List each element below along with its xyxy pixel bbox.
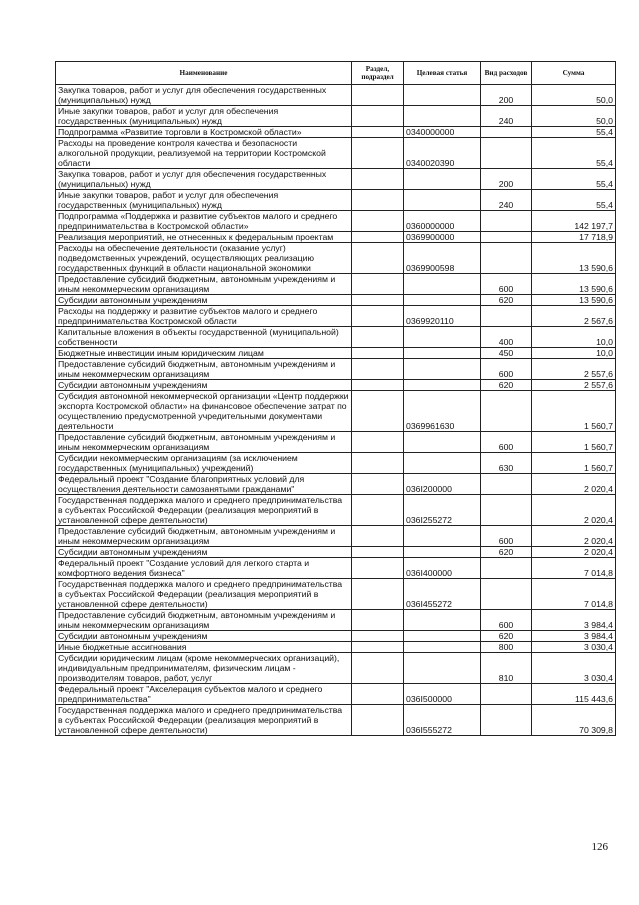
row-sum-cell: 1 560,7 [532,391,616,432]
header-section: Раздел, подраздел [352,62,404,85]
row-name-cell: Субсидии автономным учреждениям [56,631,352,642]
row-sum-cell: 10,0 [532,348,616,359]
row-section-cell [352,138,404,169]
row-name-cell: Государственная поддержка малого и среднего предпринимательства в субъектах Российской Федерации (реализация мероприятий в установленной сфере деятельности) [56,705,352,736]
row-name-cell: Закупка товаров, работ и услуг для обеспечения государственных (муниципальных) нужд [56,85,352,106]
row-name-cell: Иные закупки товаров, работ и услуг для обеспечения государственных (муниципальных) нужд [56,106,352,127]
row-type-cell: 620 [481,295,532,306]
row-type-cell: 620 [481,380,532,391]
row-target-cell [404,526,481,547]
table-row [56,558,616,579]
row-sum-cell: 10,0 [532,327,616,348]
row-name-cell: Иные бюджетные ассигнования [56,642,352,653]
row-target-cell [404,169,481,190]
row-section-cell [352,274,404,295]
row-name-cell: Государственная поддержка малого и среднего предпринимательства в субъектах Российской Федерации (реализация мероприятий в установленной сфере деятельности) [56,579,352,610]
row-section-cell [352,684,404,705]
row-sum-cell: 55,4 [532,190,616,211]
row-section-cell [352,642,404,653]
row-type-cell: 600 [481,359,532,380]
row-section-cell [352,526,404,547]
row-sum-cell: 7 014,8 [532,558,616,579]
row-target-cell [404,432,481,453]
row-section-cell [352,495,404,526]
table-row [56,295,616,306]
row-name-cell: Закупка товаров, работ и услуг для обеспечения государственных (муниципальных) нужд [56,169,352,190]
row-type-cell: 200 [481,85,532,106]
row-section-cell [352,380,404,391]
row-name-cell: Предоставление субсидий бюджетным, автономным учреждениям и иным некоммерческим организациям [56,610,352,631]
row-type-cell [481,579,532,610]
row-target-cell [404,190,481,211]
table-row [56,232,616,243]
row-section-cell [352,106,404,127]
row-target-cell: 0360000000 [404,211,481,232]
row-sum-cell: 13 590,6 [532,243,616,274]
row-target-cell [404,380,481,391]
header-name: Наименование [56,62,352,85]
row-section-cell [352,127,404,138]
row-name-cell: Федеральный проект "Создание благоприятных условий для осуществления деятельности самозанятыми гражданами" [56,474,352,495]
row-type-cell [481,391,532,432]
row-type-cell [481,243,532,274]
row-name-cell: Федеральный проект "Создание условий для легкого старта и комфортного ведения бизнеса" [56,558,352,579]
row-target-cell [404,642,481,653]
row-target-cell [404,453,481,474]
row-name-cell: Капитальные вложения в объекты государственной (муниципальной) собственности [56,327,352,348]
row-type-cell [481,495,532,526]
row-target-cell [404,610,481,631]
row-section-cell [352,295,404,306]
table-row [56,359,616,380]
row-section-cell [352,705,404,736]
row-section-cell [352,547,404,558]
table-row [56,243,616,274]
row-target-cell: 0340020390 [404,138,481,169]
row-name-cell: Расходы на обеспечение деятельности (оказание услуг) подведомственных учреждений, осуществляющих реализацию государственных функций в области национальной экономики [56,243,352,274]
row-name-cell: Субсидии автономным учреждениям [56,380,352,391]
budget-table [55,61,616,736]
row-type-cell: 200 [481,169,532,190]
row-sum-cell: 115 443,6 [532,684,616,705]
row-section-cell [352,327,404,348]
row-target-cell: 036I200000 [404,474,481,495]
header-target: Целевая статья [404,62,481,85]
row-type-cell: 240 [481,106,532,127]
row-section-cell [352,348,404,359]
row-sum-cell: 7 014,8 [532,579,616,610]
row-name-cell: Расходы на поддержку и развитие субъектов малого и среднего предпринимательства Костромской области [56,306,352,327]
row-sum-cell: 2 557,6 [532,359,616,380]
row-type-cell: 600 [481,274,532,295]
row-type-cell [481,232,532,243]
row-section-cell [352,391,404,432]
row-sum-cell: 50,0 [532,106,616,127]
table-row [56,106,616,127]
row-target-cell [404,359,481,380]
budget-table-container [55,61,615,736]
table-row [56,526,616,547]
table-body [56,85,616,736]
row-target-cell: 0369900598 [404,243,481,274]
row-name-cell: Субсидия автономной некоммерческой организации «Центр поддержки экспорта Костромской области» на финансовое обеспечение затрат по осуществлению предусмотренной учредительными документами деятельности [56,391,352,432]
row-type-cell: 400 [481,327,532,348]
row-type-cell: 620 [481,631,532,642]
table-row [56,705,616,736]
row-type-cell: 620 [481,547,532,558]
row-sum-cell: 142 197,7 [532,211,616,232]
table-row [56,327,616,348]
row-name-cell: Субсидии некоммерческим организациям (за исключением государственных (муниципальных) учреждений) [56,453,352,474]
table-row [56,211,616,232]
table-header-row [56,62,616,85]
row-type-cell [481,211,532,232]
row-target-cell: 036I500000 [404,684,481,705]
table-row [56,138,616,169]
row-target-cell: 036I455272 [404,579,481,610]
row-sum-cell: 13 590,6 [532,295,616,306]
row-target-cell: 0369900000 [404,232,481,243]
row-target-cell [404,85,481,106]
row-sum-cell: 3 984,4 [532,631,616,642]
table-row [56,474,616,495]
table-row [56,127,616,138]
row-name-cell: Государственная поддержка малого и среднего предпринимательства в субъектах Российской Федерации (реализация мероприятий в установленной сфере деятельности) [56,495,352,526]
row-target-cell: 0369920110 [404,306,481,327]
row-type-cell: 600 [481,432,532,453]
row-name-cell: Иные закупки товаров, работ и услуг для обеспечения государственных (муниципальных) нужд [56,190,352,211]
row-section-cell [352,432,404,453]
row-type-cell: 810 [481,653,532,684]
row-type-cell [481,705,532,736]
row-name-cell: Предоставление субсидий бюджетным, автономным учреждениям и иным некоммерческим организациям [56,432,352,453]
row-section-cell [352,474,404,495]
table-row [56,85,616,106]
row-name-cell: Подпрограмма «Поддержка и развитие субъектов малого и среднего предпринимательства в Костромской области» [56,211,352,232]
row-sum-cell: 2 020,4 [532,495,616,526]
row-sum-cell: 3 030,4 [532,642,616,653]
row-name-cell: Предоставление субсидий бюджетным, автономным учреждениям и иным некоммерческим организациям [56,274,352,295]
row-section-cell [352,653,404,684]
row-type-cell: 600 [481,610,532,631]
table-row [56,190,616,211]
row-name-cell: Подпрограмма «Развитие торговли в Костромской области» [56,127,352,138]
row-type-cell [481,306,532,327]
row-target-cell: 036I400000 [404,558,481,579]
row-type-cell: 600 [481,526,532,547]
row-section-cell [352,306,404,327]
header-sum: Сумма [532,62,616,85]
row-target-cell [404,274,481,295]
row-sum-cell: 2 020,4 [532,474,616,495]
row-sum-cell: 55,4 [532,138,616,169]
row-sum-cell: 13 590,6 [532,274,616,295]
row-type-cell [481,684,532,705]
table-row [56,432,616,453]
table-row [56,274,616,295]
row-sum-cell: 70 309,8 [532,705,616,736]
table-row [56,631,616,642]
row-target-cell [404,327,481,348]
row-name-cell: Реализация мероприятий, не отнесенных к федеральным проектам [56,232,352,243]
row-target-cell: 036I555272 [404,705,481,736]
row-type-cell [481,474,532,495]
table-row [56,684,616,705]
table-row [56,348,616,359]
row-name-cell: Предоставление субсидий бюджетным, автономным учреждениям и иным некоммерческим организациям [56,526,352,547]
row-name-cell: Федеральный проект "Акселерация субъектов малого и среднего предпринимательства" [56,684,352,705]
table-row [56,391,616,432]
row-type-cell: 800 [481,642,532,653]
header-type: Вид расходов [481,62,532,85]
row-name-cell: Субсидии юридическим лицам (кроме некоммерческих организаций), индивидуальным предпринимателям, физическим лицам - производителям товаров, работ, услуг [56,653,352,684]
table-row [56,610,616,631]
row-sum-cell: 2 020,4 [532,547,616,558]
row-type-cell: 450 [481,348,532,359]
row-section-cell [352,359,404,380]
row-name-cell: Предоставление субсидий бюджетным, автономным учреждениям и иным некоммерческим организациям [56,359,352,380]
row-target-cell [404,631,481,642]
table-row [56,169,616,190]
table-row [56,495,616,526]
row-section-cell [352,631,404,642]
row-sum-cell: 2 020,4 [532,526,616,547]
row-section-cell [352,243,404,274]
row-target-cell: 0340000000 [404,127,481,138]
row-section-cell [352,579,404,610]
row-name-cell: Субсидии автономным учреждениям [56,547,352,558]
row-target-cell: 036I255272 [404,495,481,526]
row-target-cell [404,348,481,359]
row-type-cell: 240 [481,190,532,211]
row-sum-cell: 1 560,7 [532,453,616,474]
row-sum-cell: 55,4 [532,169,616,190]
row-sum-cell: 1 560,7 [532,432,616,453]
table-row [56,579,616,610]
row-name-cell: Расходы на проведение контроля качества и безопасности алкогольной продукции, реализуемой на территории Костромской области [56,138,352,169]
page-number: 126 [591,841,608,853]
row-section-cell [352,558,404,579]
row-section-cell [352,169,404,190]
row-sum-cell: 50,0 [532,85,616,106]
row-sum-cell: 2 557,6 [532,380,616,391]
row-type-cell [481,138,532,169]
table-row [56,642,616,653]
row-section-cell [352,211,404,232]
table-row [56,453,616,474]
row-target-cell [404,295,481,306]
row-target-cell [404,547,481,558]
table-row [56,547,616,558]
row-section-cell [352,453,404,474]
row-section-cell [352,232,404,243]
row-name-cell: Субсидии автономным учреждениям [56,295,352,306]
row-sum-cell: 55,4 [532,127,616,138]
row-section-cell [352,190,404,211]
row-target-cell [404,106,481,127]
row-target-cell [404,653,481,684]
row-sum-cell: 3 984,4 [532,610,616,631]
table-row [56,380,616,391]
row-type-cell: 630 [481,453,532,474]
row-type-cell [481,127,532,138]
row-sum-cell: 3 030,4 [532,653,616,684]
row-section-cell [352,610,404,631]
row-name-cell: Бюджетные инвестиции иным юридическим лицам [56,348,352,359]
table-row [56,306,616,327]
table-row [56,653,616,684]
row-section-cell [352,85,404,106]
row-sum-cell: 17 718,9 [532,232,616,243]
row-target-cell: 0369961630 [404,391,481,432]
row-type-cell [481,558,532,579]
row-sum-cell: 2 567,6 [532,306,616,327]
